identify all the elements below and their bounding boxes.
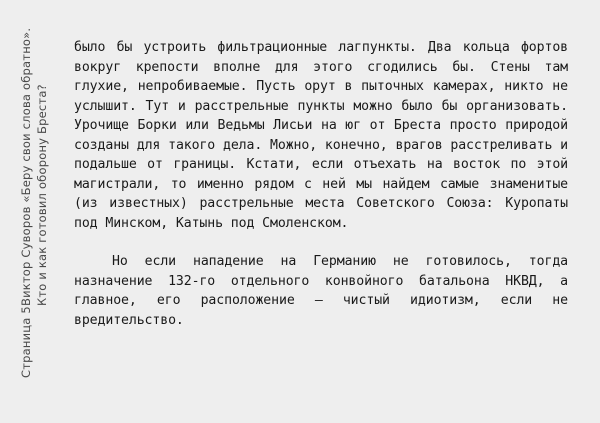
paragraph: было бы устроить фильтрационные лагпункты. Два кольца фортов вокруг крепости вполне для этого сгодились бы. Стены там глухие, непробиваемые. Пусть орут в пыточных камерах, никто не услышит. Тут и расстрельные пункты можно было бы организовать. Урочище Борки или Ведьмы Лисьи на юг от Бреста просто природой созданы для такого дела. Можно, конечно, врагов расстреливать и подальше от границы. Кстати, если отъехать на восток по этой магистрали, то именно рядом с ней мы найдем самые знаменитые (из известных) расстрельные места Советского Союза: Куропаты под Минском, Катынь под Смоленском. xyxy=(74,40,568,231)
chapter-title: Кто и как готовил оборону Бреста? xyxy=(35,84,49,306)
paragraph: Но если нападение на Германию не готовилось, тогда назначение 132-го отдельного конвойного батальона НКВД, а главное, его расположение – чистый идиотизм, если не вредительство. xyxy=(74,254,568,328)
book-title: Виктор Суворов «Беру свои слова обратно». xyxy=(19,27,33,306)
running-header xyxy=(18,18,50,378)
page-body xyxy=(74,38,568,330)
page-sidebar xyxy=(14,0,56,423)
page-number: Страница 5 xyxy=(19,306,33,378)
sidebar-line-1 xyxy=(18,18,34,378)
sidebar-line-2 xyxy=(34,18,50,378)
